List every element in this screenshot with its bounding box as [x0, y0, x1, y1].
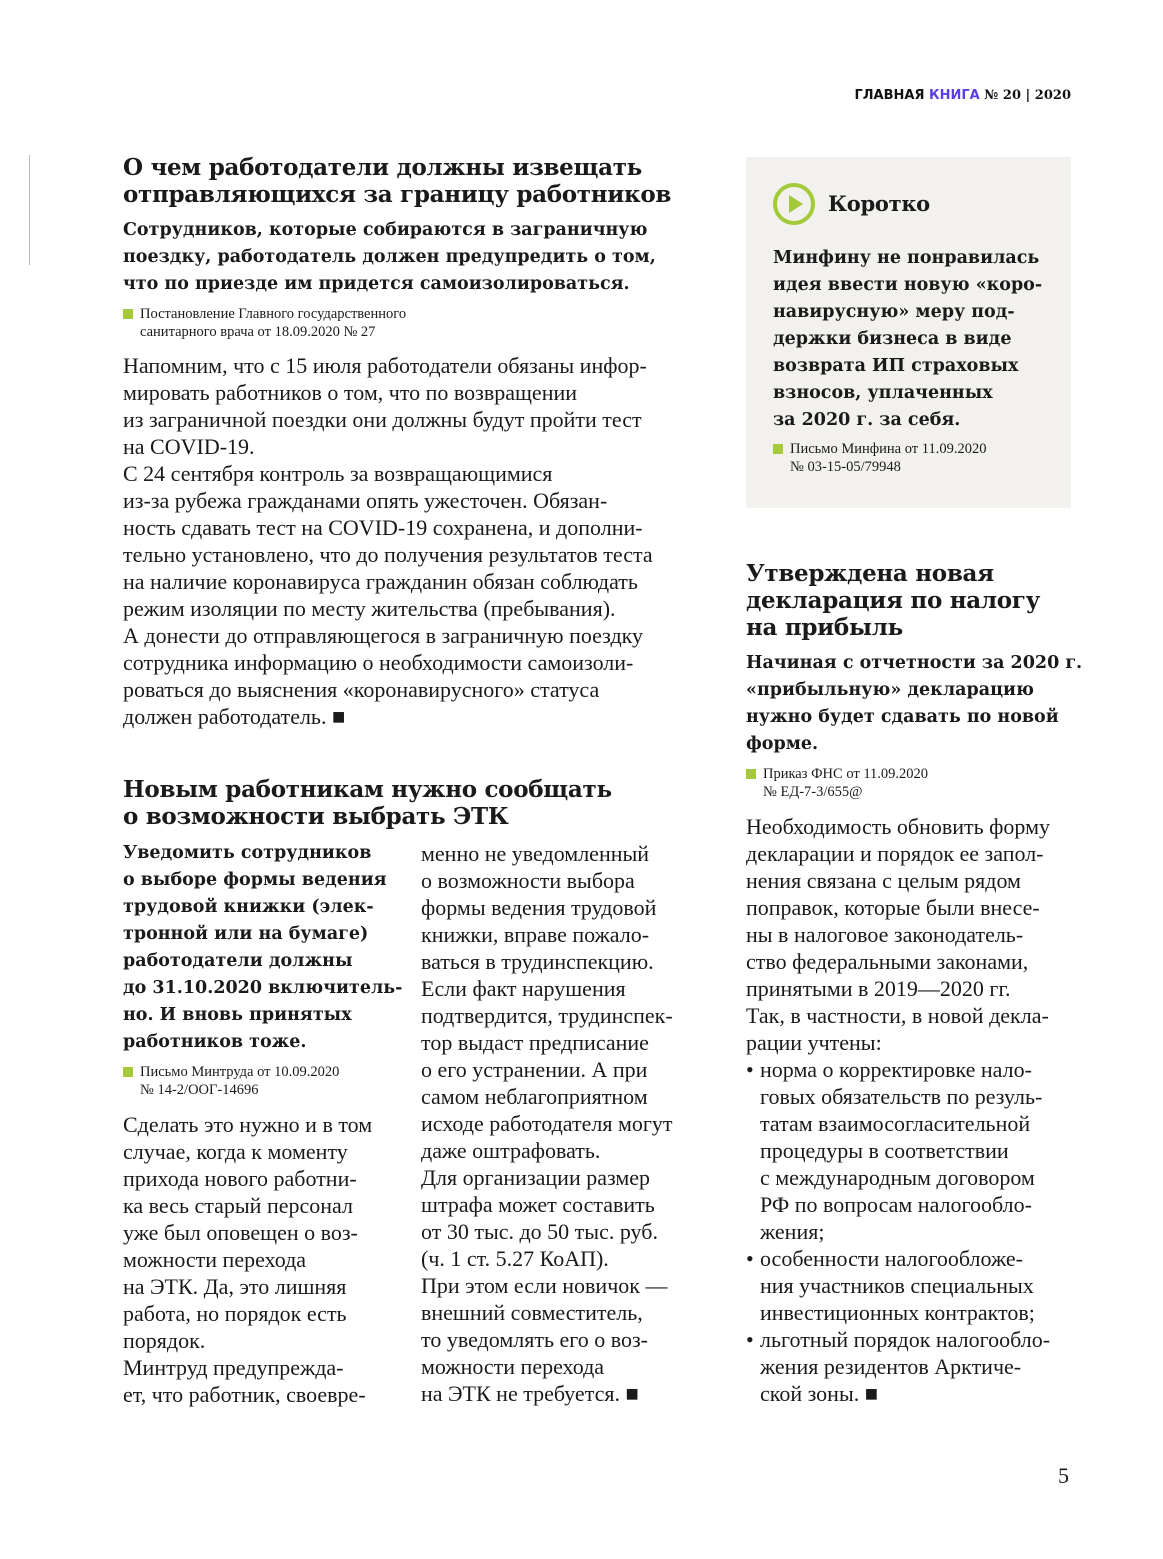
bullet-item: • льготный порядок налогообло- жения резидентов Арктиче- ской зоны. ■	[746, 1327, 1051, 1406]
margin-rule	[29, 155, 30, 265]
article3-bullet-list	[746, 1056, 1086, 1407]
article1-source: Постановление Главного государственного санитарного врача от 18.09.2020 № 27	[123, 305, 406, 341]
article2-lead: Уведомить сотрудников о выборе формы ведения трудовой книжки (элек- тронной или на бумаге) работодатели должны до 31.10.2020 включитель- но. И вновь принятых работников тоже.	[123, 843, 403, 1052]
running-header	[854, 88, 1071, 103]
article3-title: Утверждена новая декларация по налогу на прибыль	[746, 560, 1041, 641]
brief-text: Минфину не понравилась идея ввести новую «коро- навирусную» меру под- держки бизнеса в виде возврата ИП страховых взносов, уплаченных за 2020 г. за себя.	[773, 248, 1043, 430]
article3-lead: Начиная с отчетности за 2020 г. «прибыльную» декларацию нужно будет сдавать по новой форме.	[746, 653, 1083, 754]
article1-title: О чем работодатели должны извещать отправляющихся за границу работников	[123, 154, 672, 208]
article3-source: Приказ ФНС от 11.09.2020 № ЕД-7-3/655@	[746, 765, 928, 801]
brief-box	[746, 157, 1071, 508]
bullet-text: норма о корректировке нало- говых обязательств по резуль- татам взаимосогласительной процедуры в соответствии с международным договором РФ по вопросам налогообло- жения;	[760, 1057, 1043, 1244]
page-number: 5	[1058, 1463, 1069, 1488]
bullet-text: особенности налогообложе- ния участников специальных инвестиционных контрактов;	[760, 1246, 1035, 1325]
brief-label: Коротко	[828, 191, 930, 216]
bullet-item: • особенности налогообложе- ния участников специальных инвестиционных контрактов;	[746, 1246, 1035, 1325]
issue-number: № 20 | 2020	[984, 88, 1071, 103]
article2-source: Письмо Минтруда от 10.09.2020 № 14-2/ООГ-14696	[123, 1063, 339, 1099]
article2-body-right: менно не уведомленный о возможности выбора формы ведения трудовой книжки, вправе пожало- ваться в трудинспекцию. Если факт нарушения подтвердится, трудинспек- тор выдаст предписание о его устранении. А при самом неблагоприятном исходе работодателя могут даже оштрафовать. Для организации размер штрафа может составить от 30 тыс. до 50 тыс. руб. (ч. 1 ст. 5.27 КоАП). При этом если новичок — внешний совместитель, то уведомлять его о воз- можности перехода на ЭТК не требуется. ■	[421, 841, 673, 1406]
article2-body-left: Сделать это нужно и в том случае, когда к моменту прихода нового работни- ка весь старый персонал уже был оповещен о воз- можности перехода на ЭТК. Да, это лишняя работа, но порядок есть порядок. Минтруд предупрежда- ет, что работник, своевре-	[123, 1112, 373, 1407]
article2-title: Новым работникам нужно сообщать о возможности выбрать ЭТК	[123, 776, 612, 830]
article3-body: Необходимость обновить форму декларации и порядок ее запол- нения связана с целым рядом поправок, которые были внесе- ны в налоговое законодатель- ство федеральными законами, принятыми в 2019—2020 гг. Так, в частности, в новой декла- рации учтены:	[746, 814, 1051, 1055]
bullet-item: • норма о корректировке нало- говых обязательств по резуль- татам взаимосогласительной процедуры в соответствии с международным договором РФ по вопросам налогообло- жения;	[746, 1057, 1043, 1244]
play-circle-icon	[772, 182, 816, 226]
brand-accent: КНИГА	[929, 88, 980, 103]
brand-main: ГЛАВНАЯ	[854, 88, 925, 103]
brief-source: Письмо Минфина от 11.09.2020 № 03-15-05/79948	[773, 440, 986, 476]
article1-lead: Сотрудников, которые собираются в заграничную поездку, работодатель должен предупредить о том, что по приезде им придется самоизолироваться.	[123, 220, 656, 294]
bullet-text: льготный порядок налогообло- жения резидентов Арктиче- ской зоны. ■	[760, 1327, 1051, 1406]
article1-body: Напомним, что с 15 июля работодатели обязаны инфор- мировать работников о том, что по возвращении из заграничной поездки они должны будут пройти тест на COVID-19. С 24 сентября контроль за возвращающимися из-за рубежа гражданами опять ужесточен. Обязан- ность сдавать тест на COVID-19 сохранена, и дополни- тельно установлено, что до получения результатов теста на наличие коронавируса гражданин обязан соблюдать режим изоляции по месту жительства (пребывания). А донести до отправляющегося в заграничную поездку сотрудника информацию о необходимости самоизоли- роваться до выяснения «коронавирусного» статуса должен работодатель. ■	[123, 353, 653, 729]
